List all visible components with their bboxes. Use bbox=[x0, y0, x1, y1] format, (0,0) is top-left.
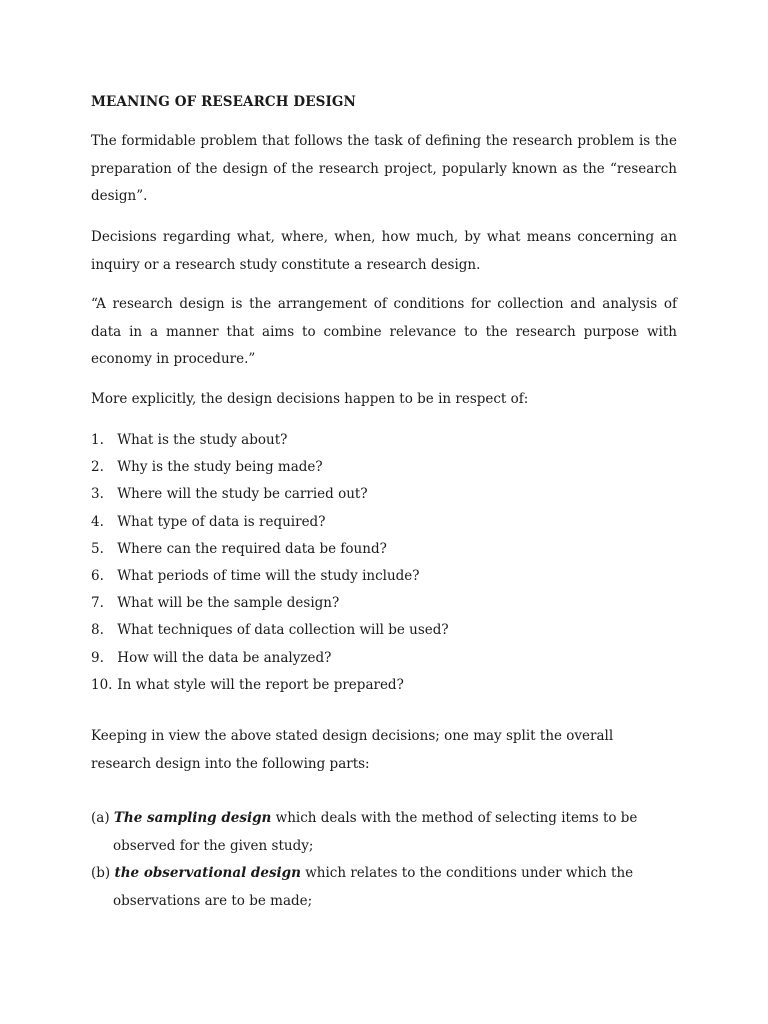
parts-list bbox=[91, 805, 677, 915]
list-item: 8. What techniques of data collection will be used? bbox=[91, 622, 449, 639]
list-item: 4. What type of data is required? bbox=[91, 513, 326, 530]
list-item: 6. What periods of time will the study include? bbox=[91, 567, 420, 584]
list-item: 7. What will be the sample design? bbox=[91, 595, 340, 612]
list-item: 10. In what style will the report be prepared? bbox=[91, 676, 404, 693]
paragraph-quote: “A research design is the arrangement of conditions for collection and analysis of data in a manner that aims to combine relevance to the research purpose with economy in procedure.” bbox=[91, 296, 677, 367]
part-term: The sampling design bbox=[113, 810, 272, 826]
list-item: 1. What is the study about? bbox=[91, 432, 288, 448]
list-item: 9. How will the data be analyzed? bbox=[91, 649, 332, 666]
list-item: 2. Why is the study being made? bbox=[91, 459, 323, 476]
part-term: the observational design bbox=[114, 865, 301, 881]
paragraph-decisions: Decisions regarding what, where, when, how much, by what means concerning an inquiry or a research study constitute a research design. bbox=[91, 229, 677, 273]
paragraph-definition-problem: The formidable problem that follows the task of defining the research problem is the preparation of the design of the research project, popularly known as the “research design”. bbox=[91, 133, 677, 204]
paragraph-split-intro: Keeping in view the above stated design decisions; one may split the overall research design into the following parts: bbox=[91, 728, 614, 772]
list-item: 3. Where will the study be carried out? bbox=[91, 486, 368, 503]
questions-list bbox=[91, 429, 677, 701]
paragraph-explicit: More explicitly, the design decisions happen to be in respect of: bbox=[91, 391, 529, 407]
page-title: MEANING OF RESEARCH DESIGN bbox=[91, 94, 356, 110]
part-item-b: (b) the observational design which relates to the conditions under which the observations are to be made; bbox=[91, 865, 634, 909]
part-item-a: (a) The sampling design which deals with the method of selecting items to be observed for the given study; bbox=[91, 810, 638, 854]
list-item: 5. Where can the required data be found? bbox=[91, 540, 387, 557]
